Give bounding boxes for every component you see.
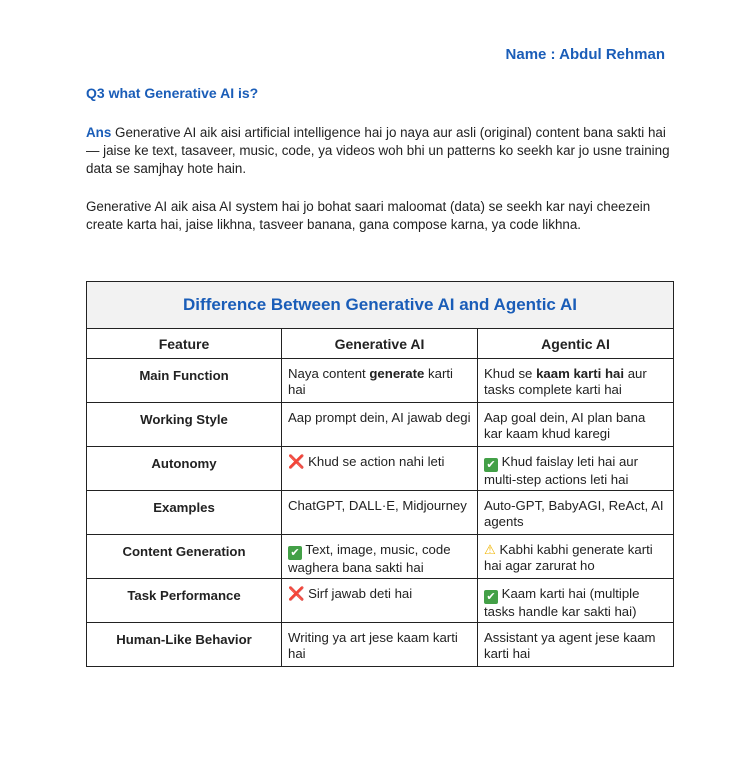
table-row [87,447,674,491]
generative-cell: ❌ Sirf jawab deti hai [282,579,478,623]
table-row [87,535,674,579]
author-name: Name : Abdul Rehman [505,46,665,63]
table-row [87,403,674,447]
table-row [87,491,674,535]
header-feature: Feature [87,329,282,359]
feature-cell: Working Style [87,403,282,447]
table-title: Difference Between Generative AI and Agentic AI [87,282,674,329]
generative-cell: ❌ Khud se action nahi leti [282,447,478,491]
check-mark-icon: ✔ [484,458,498,472]
agentic-cell: ⚠ Kabhi kabhi generate karti hai agar zarurat ho [478,535,674,579]
check-mark-icon: ✔ [288,546,302,560]
agentic-cell: Assistant ya agent jese kaam karti hai [478,623,674,667]
comparison-table [86,281,674,667]
agentic-cell: Aap goal dein, AI plan bana kar kaam khud karegi [478,403,674,447]
agentic-cell: ✔ Kaam karti hai (multiple tasks handle kar sakti hai) [478,579,674,623]
table-row [87,579,674,623]
cross-mark-icon: ❌ [288,586,305,601]
agentic-cell: Auto-GPT, BabyAGI, ReAct, AI agents [478,491,674,535]
question-heading: Q3 what Generative AI is? [86,85,259,101]
feature-cell: Content Generation [87,535,282,579]
answer-paragraph-1 [86,124,676,178]
warning-icon: ⚠ [484,542,496,557]
cross-mark-icon: ❌ [288,454,305,469]
check-mark-icon: ✔ [484,590,498,604]
generative-cell: Writing ya art jese kaam karti hai [282,623,478,667]
feature-cell: Human-Like Behavior [87,623,282,667]
feature-cell: Task Performance [87,579,282,623]
agentic-cell: Khud se kaam karti hai aur tasks complete karti hai [478,359,674,403]
agentic-cell: ✔ Khud faislay leti hai aur multi-step actions leti hai [478,447,674,491]
header-agentic-ai: Agentic AI [478,329,674,359]
answer-paragraph-2: Generative AI aik aisa AI system hai jo bohat saari maloomat (data) se seekh kar nayi cheezein create karta hai, jaise likhna, tasveer banana, gana compose karna, ya code likhna. [86,199,651,232]
generative-cell: ChatGPT, DALL·E, Midjourney [282,491,478,535]
generative-cell: Naya content generate karti hai [282,359,478,403]
table-row [87,623,674,667]
answer-text-1: Generative AI aik aisi artificial intelligence hai jo naya aur asli (original) content bana sakti hai — jaise ke text, tasaveer, music, code, ya videos woh bhi un patterns ko seekh kar jo usne training data se samjhay hote hain. [86,125,670,176]
header-generative-ai: Generative AI [282,329,478,359]
generative-cell: Aap prompt dein, AI jawab degi [282,403,478,447]
feature-cell: Examples [87,491,282,535]
generative-cell: ✔ Text, image, music, code waghera bana sakti hai [282,535,478,579]
table-row [87,359,674,403]
feature-cell: Autonomy [87,447,282,491]
feature-cell: Main Function [87,359,282,403]
answer-label: Ans [86,125,112,140]
